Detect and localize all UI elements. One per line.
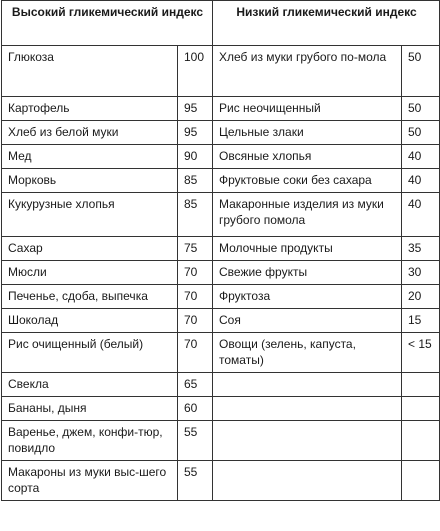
low-gi-food-cell: Фруктовые соки без сахара [213,169,402,193]
low-gi-value-cell: 50 [402,46,440,97]
low-gi-food-cell: Рис неочищенный [213,97,402,121]
low-gi-food-cell: Соя [213,309,402,333]
high-gi-food-cell: Мед [2,145,178,169]
high-gi-value-cell: 95 [178,121,213,145]
table-row [2,461,440,501]
high-gi-food-cell: Шоколад [2,309,178,333]
table-row [2,333,440,373]
table-row [2,237,440,261]
high-gi-value-cell: 70 [178,285,213,309]
low-gi-value-cell [402,461,440,501]
table-row [2,97,440,121]
high-gi-value-cell: 85 [178,169,213,193]
table-row [2,169,440,193]
high-gi-value-cell: 65 [178,373,213,397]
low-gi-value-cell: 15 [402,309,440,333]
table-row [2,373,440,397]
low-gi-food-cell: Молочные продукты [213,237,402,261]
high-gi-food-cell: Свекла [2,373,178,397]
low-gi-food-cell [213,461,402,501]
low-gi-value-cell: 35 [402,237,440,261]
low-gi-value-cell: 20 [402,285,440,309]
high-gi-value-cell: 90 [178,145,213,169]
high-gi-food-cell: Картофель [2,97,178,121]
high-gi-food-cell: Глюкоза [2,46,178,97]
high-gi-value-cell: 60 [178,397,213,421]
high-gi-food-cell: Макароны из муки выс-шего сорта [2,461,178,501]
low-gi-value-cell [402,421,440,461]
high-gi-food-cell: Кукурузные хлопья [2,193,178,237]
low-gi-food-cell: Свежие фрукты [213,261,402,285]
low-gi-food-cell [213,421,402,461]
high-gi-value-cell: 55 [178,421,213,461]
low-gi-food-cell: Фруктоза [213,285,402,309]
table-row [2,397,440,421]
high-gi-value-cell: 75 [178,237,213,261]
high-gi-value-cell: 70 [178,309,213,333]
low-gi-value-cell: 40 [402,145,440,169]
low-gi-food-cell: Макаронные изделия из муки грубого помола [213,193,402,237]
low-gi-value-cell: 50 [402,97,440,121]
high-gi-food-cell: Хлеб из белой муки [2,121,178,145]
high-gi-value-cell: 95 [178,97,213,121]
table-row [2,121,440,145]
high-gi-value-cell: 70 [178,333,213,373]
low-gi-value-cell: < 15 [402,333,440,373]
low-gi-food-cell [213,397,402,421]
high-gi-food-cell: Мюсли [2,261,178,285]
high-gi-food-cell: Рис очищенный (белый) [2,333,178,373]
high-gi-food-cell: Сахар [2,237,178,261]
low-gi-value-cell [402,373,440,397]
high-gi-food-cell: Варенье, джем, конфи-тюр, повидло [2,421,178,461]
table-row [2,285,440,309]
high-gi-value-cell: 100 [178,46,213,97]
high-gi-value-cell: 85 [178,193,213,237]
low-gi-value-cell: 40 [402,169,440,193]
low-gi-value-cell: 40 [402,193,440,237]
low-gi-food-cell: Овощи (зелень, капуста, томаты) [213,333,402,373]
table-body [2,46,440,501]
low-gi-food-cell: Цельные злаки [213,121,402,145]
low-gi-value-cell: 30 [402,261,440,285]
table-row [2,46,440,97]
table-header-row [2,1,440,46]
table-row [2,421,440,461]
table-row [2,261,440,285]
low-gi-food-cell: Хлеб из муки грубого по-мола [213,46,402,97]
table-row [2,145,440,169]
low-gi-value-cell: 50 [402,121,440,145]
high-gi-food-cell: Печенье, сдоба, выпечка [2,285,178,309]
glycemic-index-table [1,0,440,501]
low-gi-food-cell: Овсяные хлопья [213,145,402,169]
table-row [2,309,440,333]
table-row [2,193,440,237]
header-low-gi: Низкий гликемический индекс [213,1,440,46]
high-gi-food-cell: Бананы, дыня [2,397,178,421]
low-gi-value-cell [402,397,440,421]
high-gi-food-cell: Морковь [2,169,178,193]
header-high-gi: Высокий гликемический индекс [2,1,213,46]
low-gi-food-cell [213,373,402,397]
high-gi-value-cell: 55 [178,461,213,501]
high-gi-value-cell: 70 [178,261,213,285]
